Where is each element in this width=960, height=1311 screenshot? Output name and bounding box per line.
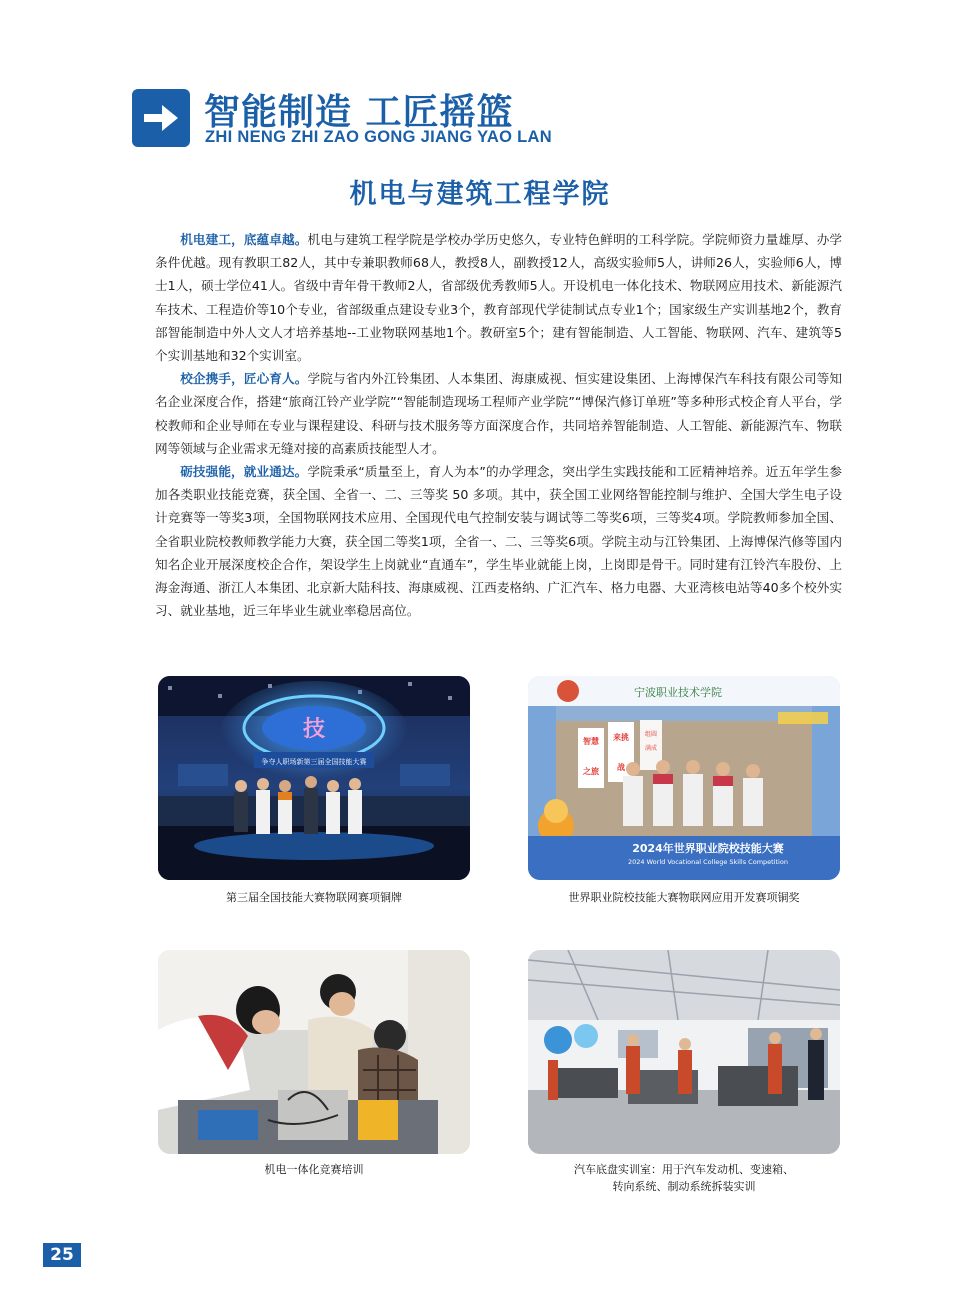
svg-text:来挑: 来挑 <box>613 733 629 742</box>
paragraph-text: 机电与建筑工程学院是学校办学历史悠久，专业特色鲜明的工科学院。学院师资力量雄厚、办学条件优越。现有教职工82人，其中专兼职教师68人，教授8人，副教授12人，高级实验师5人，讲师26人，实验师6人，博士1人，硕士学位41人。省级中青年骨干教师2人，省部级优秀教师5人。开设机电一体化技术、物联网应用技术、新能源汽车技术、工程造价等10个专业，省部级重点建设专业3个，教育部现代学徒制试点专业1个；国家级生产实训基地2个，教育部智能制造中外人文人才培养基地--工业物联网基地1个。教研室5个；建有智能制造、人工智能、物联网、汽车、建筑等5个实训基地和32个实训室。 <box>155 232 843 364</box>
photo-caption: 机电一体化竞赛培训 <box>264 1163 364 1176</box>
paragraph-1 <box>155 228 842 367</box>
svg-text:满成: 满成 <box>644 745 658 752</box>
arrow-right-icon <box>132 89 190 147</box>
photo-world-competition <box>528 676 840 880</box>
svg-text:组圆: 组圆 <box>644 731 658 738</box>
photo-caption: 汽车底盘实训室：用于汽车发动机、变速箱、 <box>574 1163 794 1176</box>
college-title: 机电与建筑工程学院 <box>349 179 611 210</box>
svg-text:智慧: 智慧 <box>583 737 599 746</box>
svg-text:战: 战 <box>617 763 625 772</box>
photo-competition-stage <box>158 676 470 880</box>
banner-cn: 2024年世界职业院校技能大赛 <box>632 842 784 855</box>
photo-chassis-lab <box>528 950 840 1154</box>
body-text <box>155 228 842 622</box>
paragraph-2 <box>155 367 842 460</box>
photo-caption: 世界职业院校技能大赛物联网应用开发赛项铜奖 <box>568 891 800 904</box>
banner-en: 2024 World Vocational College Skills Competition <box>628 858 788 866</box>
photo-mechatronics-training <box>158 950 470 1154</box>
page-number: 25 <box>43 1243 81 1267</box>
svg-text:之旅: 之旅 <box>583 767 599 776</box>
svg-text:宁波职业技术学院: 宁波职业技术学院 <box>634 686 722 699</box>
paragraph-lead: 砺技强能，就业通达。 <box>180 464 308 480</box>
paragraph-3 <box>155 460 842 622</box>
paragraph-lead: 机电建工，底蕴卓越。 <box>180 232 308 247</box>
stage-sign-text: 争夺人职场新第三届全国技能大赛 <box>261 758 367 766</box>
photo-caption-line2: 转向系统、制动系统拆装实训 <box>612 1180 756 1193</box>
paragraph-lead: 校企携手，匠心育人。 <box>180 371 308 387</box>
section-title: 智能制造 工匠摇篮 <box>204 92 514 133</box>
section-subtitle: ZHI NENG ZHI ZAO GONG JIANG YAO LAN <box>205 128 552 146</box>
paragraph-text: 学院秉承“质量至上，育人为本”的办学理念，突出学生实践技能和工匠精神培养。近五年学生参加各类职业技能竞赛，获全国、全省一、二、三等奖 50 多项。其中，获全国工业网络智能控制与维护、全国大学生电子设计竞赛等一等奖3项，全国物联网技术应用、全国现代电气控制安装与调试等二等奖6项，三等奖4项。学院教师参加全国、全省职业院校教师教学能力大赛，获全国二等奖1项，全省一、二、三等奖6项。学院主动与江铃集团、上海博保汽修等国内知名企业开展深度校企合作，架设学生上岗就业“直通车”，学生毕业就能上岗，上岗即是骨干。同时建有江铃汽车股份、上海金海通、浙江人本集团、北京新大陆科技、海康威视、江西麦格纳、广汇汽车、格力电器、大亚湾核电站等40多个校外实习、就业基地，近三年毕业生就业率稳居高位。 <box>155 464 842 619</box>
photo-caption: 第三届全国技能大赛物联网赛项铜牌 <box>226 891 402 904</box>
svg-text:技: 技 <box>302 717 326 742</box>
paragraph-text: 学院与省内外江铃集团、人本集团、海康威视、恒实建设集团、上海博保汽车科技有限公司等知名企业深度合作，搭建“旅商江铃产业学院”“智能制造现场工程师产业学院”“博保汽修订单班”等多种形式校企育人平台，学校教师和企业导师在专业与课程建设、科研与技术服务等方面深度合作，共同培养智能制造、人工智能、新能源汽车、物联网等领域与企业需求无缝对接的高素质技能型人才。 <box>155 371 843 456</box>
